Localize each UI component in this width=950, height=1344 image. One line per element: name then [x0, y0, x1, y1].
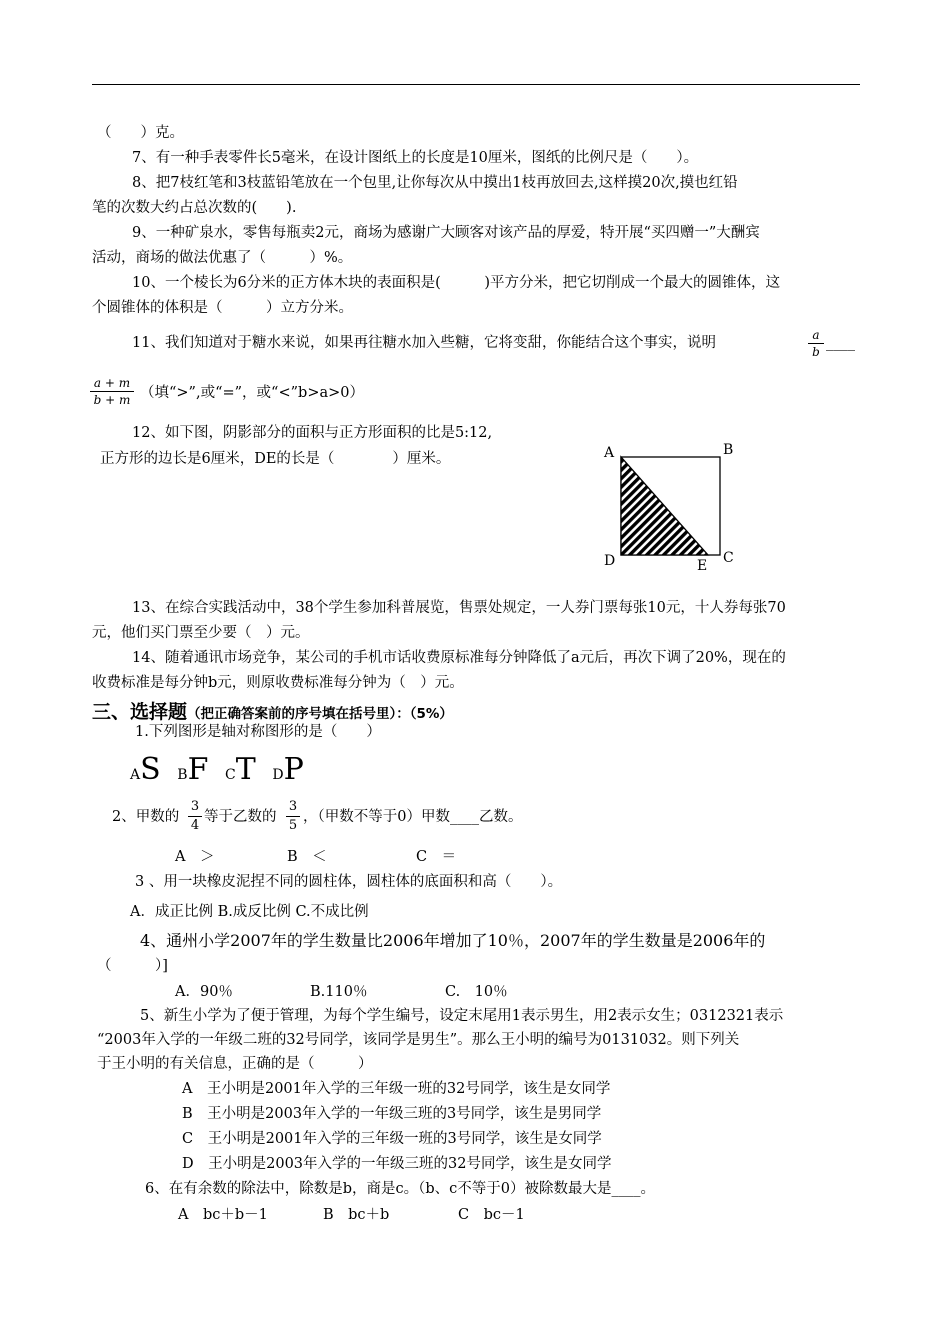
- q12-line2: 正方形的边长是6厘米，DE的长是（ ）厘米。: [100, 451, 451, 467]
- frac-den: 4: [190, 818, 200, 833]
- opt-a-letter: S: [140, 752, 161, 787]
- choice-5-option-c: C 王小明是2001年入学的三年级一班的3号同学，该生是女同学: [182, 1131, 602, 1147]
- frac-den: 5: [288, 818, 298, 833]
- q7: 7、有一种手表零件长5毫米，在设计图纸上的长度是10厘米，图纸的比例尺是（ ）。: [132, 150, 699, 166]
- choice-2-middle: 等于乙数的: [204, 809, 277, 825]
- q14-line1: 14、随着通讯市场竞争，某公司的手机市话收费原标准每分钟降低了a元后，再次下调了20%，现在的: [132, 650, 786, 666]
- frac-num: 3: [190, 799, 200, 814]
- choice-3-options: A．成正比例 B.成反比例 C.不成比例: [130, 904, 369, 920]
- q10-line2: 个圆锥体的体积是（ ）立方分米。: [92, 300, 353, 316]
- label-d: D: [604, 553, 616, 569]
- label-e: E: [697, 558, 708, 574]
- label-b: B: [723, 442, 734, 458]
- q8-line1: 8、把7枝红笔和3枝蓝铅笔放在一个包里,让你每次从中摸出1枝再放回去,这样摸20次,摸也红铅: [132, 175, 738, 191]
- frac-num: 3: [288, 799, 298, 814]
- choice-2-option-a: A ＞: [175, 849, 215, 865]
- q14-line2: 收费标准是每分钟b元，则原收费标准每分钟为（ ）元。: [92, 675, 464, 691]
- fraction-a-over-b: [808, 328, 824, 359]
- choice-5-option-d: D 王小明是2003年入学的一年级三班的32号同学，该生是女同学: [182, 1156, 612, 1172]
- opt-b-letter: F: [187, 752, 209, 787]
- frac-num: a + m: [93, 376, 131, 390]
- label-a: A: [604, 445, 615, 461]
- section-3-note: （把正确答案前的序号填在括号里）：（5%）: [187, 706, 453, 722]
- fraction-three-fifths: [286, 799, 300, 834]
- choice-4-line1: 4、通州小学2007年的学生数量比2006年增加了10％，2007年的学生数量是2006年的: [140, 931, 766, 950]
- choice-6-option-b: B bc＋b: [323, 1207, 390, 1223]
- q9-line2: 活动，商场的做法优惠了（ ）%。: [92, 250, 353, 266]
- opt-b-tag: B: [177, 767, 188, 783]
- choice-6: 6、在有余数的除法中，除数是b，商是c。（b、c不等于0）被除数最大是____。: [145, 1181, 656, 1197]
- opt-d-letter: P: [283, 752, 304, 787]
- label-c: C: [723, 550, 734, 566]
- choice-5-line3: 于王小明的有关信息，正确的是（ ）: [97, 1056, 373, 1072]
- choice-4-line2: （ ）]: [97, 958, 168, 974]
- q9-line1: 9、一种矿泉水，零售每瓶卖2元，商场为感谢广大顾客对该产品的厚爱，特开展“买四赠一”大酬宾: [132, 225, 760, 241]
- fraction-three-fourths: [188, 799, 202, 834]
- choice-3: 3 、用一块橡皮泥捏不同的圆柱体，圆柱体的底面积和高（ ）。: [135, 874, 563, 890]
- opt-d-tag: D: [272, 767, 284, 783]
- q12-line1: 12、如下图，阴影部分的面积与正方形面积的比是5:12,: [132, 425, 493, 441]
- choice-4-option-a: A．90％: [175, 984, 233, 1000]
- section-3-heading: [92, 697, 453, 724]
- square-figure: [598, 440, 748, 575]
- header-rule: [92, 84, 860, 85]
- choice-2-option-c: C ＝: [416, 849, 457, 865]
- choice-4-option-b: B.110％: [310, 984, 368, 1000]
- q11-blank: ____: [826, 335, 855, 351]
- choice-1: 1.下列图形是轴对称图形的是（ ）: [135, 724, 381, 740]
- choice-1-options: [130, 752, 304, 793]
- choice-4-option-c: C. 10％: [445, 984, 508, 1000]
- choice-5-option-a: A 王小明是2001年入学的三年级一班的32号同学，该生是女同学: [182, 1081, 611, 1097]
- choice-5-line1: 5、新生小学为了便于管理，为每个学生编号，设定末尾用1表示男生，用2表示女生；0312321表示: [140, 1008, 784, 1024]
- frac-den: b: [812, 345, 820, 359]
- q13-line2: 元，他们买门票至少要（ ）元。: [92, 625, 310, 641]
- opt-c-letter: T: [235, 752, 256, 787]
- choice-2-prefix: 2、甲数的: [112, 809, 180, 825]
- q11-line1: 11、我们知道对于糖水来说，如果再往糖水加入些糖，它将变甜，你能结合这个事实，说明: [132, 335, 716, 351]
- q10-line1: 10、一个棱长为6分米的正方体木块的表面积是( )平方分米，把它切削成一个最大的圆锥体，这: [132, 275, 780, 291]
- choice-2-option-b: B ＜: [287, 849, 327, 865]
- frac-num: a: [812, 328, 820, 342]
- choice-5-line2: “2003年入学的一年级二班的32号同学，该同学是男生”。那么王小明的编号为0131032。则下列关: [97, 1032, 740, 1048]
- opt-c-tag: C: [225, 767, 236, 783]
- fraction-am-over-bm: [90, 376, 134, 407]
- q8-line2: 笔的次数大约占总次数的( ).: [92, 200, 297, 216]
- frac-den: b + m: [93, 393, 131, 407]
- opt-a-tag: A: [130, 767, 141, 783]
- q11-line2: （填“>”,或“=”，或“<”b>a>0）: [140, 385, 364, 401]
- choice-5-option-b: B 王小明是2003年入学的一年级三班的3号同学，该生是男同学: [182, 1106, 602, 1122]
- choice-6-option-c: C bc－1: [458, 1207, 525, 1223]
- q13-line1: 13、在综合实践活动中，38个学生参加科普展览，售票处规定，一人券门票每张10元，十人券每张70: [132, 600, 786, 616]
- section-3-title: 三、选择题: [92, 701, 188, 723]
- choice-2-suffix: ，（甲数不等于0）甲数____乙数。: [303, 809, 523, 825]
- q6-tail: （ ）克。: [97, 125, 184, 141]
- choice-6-option-a: A bc＋b－1: [178, 1207, 268, 1223]
